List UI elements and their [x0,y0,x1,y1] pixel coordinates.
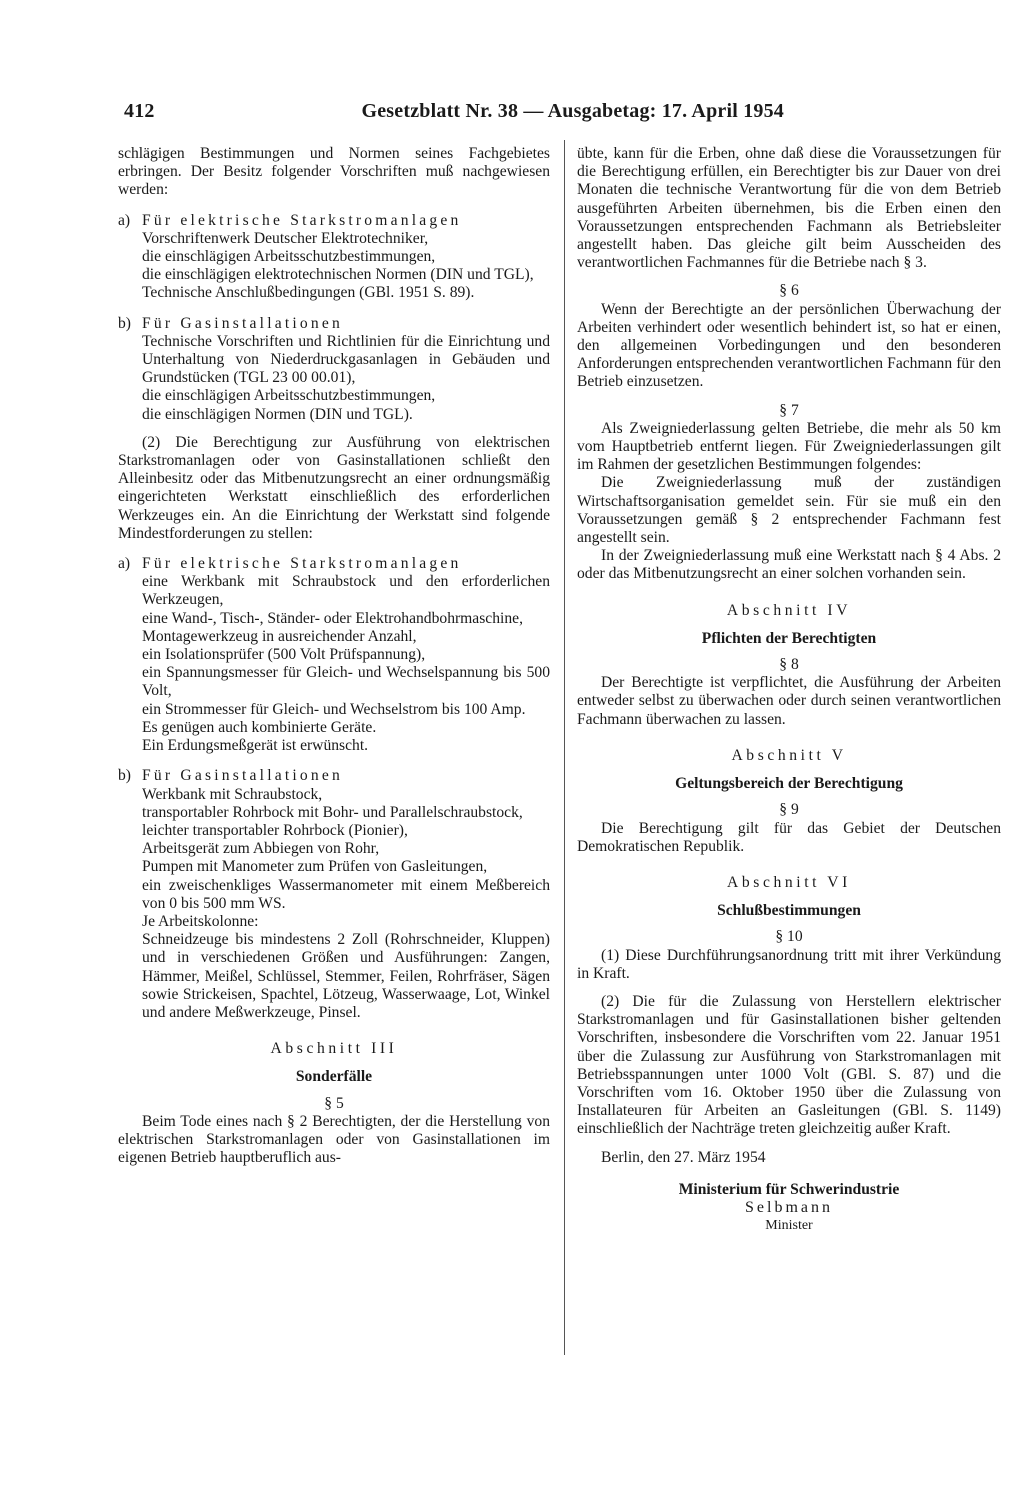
paragraph-9-text: Die Berechtigung gilt für das Gebiet der Deutschen Demokratischen Republik. [577,819,1001,855]
section-title: Sonderfälle [295,1068,373,1086]
list-heading: Für Gasinstallationen [142,314,344,332]
list-a1 [118,212,550,303]
list-item: eine Werkbank mit Schraubstock und den erforderlichen Werkzeugen, [142,573,550,609]
list-item: Technische Anschlußbedingungen (GBl. 1951 S. 89). [142,284,475,302]
paragraph-number: § 9 [779,801,799,819]
list-heading: Für elektrische Starkstromanlagen [142,555,462,573]
list-heading: Für Gasinstallationen [142,767,344,785]
list-item: die einschlägigen elektrotechnischen Normen (DIN und TGL), [142,266,534,284]
list-item: die einschlägigen Arbeitsschutzbestimmungen, [142,248,436,266]
list-item: Werkbank mit Schraubstock, [142,785,323,803]
paragraph-7-text-2: Die Zweigniederlassung muß der zuständigen Wirtschaftsorganisation gemeldet sein. Für sie muß ein den Voraussetzungen gemäß § 2 entsprechender Fachmann fest angestellt sein. [577,474,1001,547]
list-item: ein zweischenkliges Wassermanometer mit einem Meßbereich von 0 bis 500 mm WS. [142,876,550,912]
list-item: ein Strommesser für Gleich- und Wechselstrom bis 100 Amp. [142,700,526,718]
paragraph-5-text: Beim Tode eines nach § 2 Berechtigten, der die Herstellung von elektrischen Starkstromanlagen oder von Gasinstallationen im eigenen Betrieb hauptberuflich aus- [118,1112,550,1167]
list-item: ein Isolationsprüfer (500 Volt Prüfspannung), [142,646,426,664]
section-title: Schlußbestimmungen [717,902,861,920]
list-item: Vorschriftenwerk Deutscher Elektrotechniker, [142,229,429,247]
paragraph-number: § 5 [324,1094,344,1112]
page-header [124,100,784,128]
list-item: leichter transportabler Rohrbock (Pionier), [142,821,408,839]
list-item: Schneidzeuge bis mindestens 2 Zoll (Rohrschneider, Kluppen) und in verschiedenen Größen und Ausführungen: Zangen, Hämmer, Meißel, Schlüssel, Stemmer, Feilen, Rohrfräser, Sägen sowie Strickeisen, Spachtel, Lötzeug, Wasserwaage, Lot, Winkel und andere Meßwerkzeuge, Pinsel. [142,931,550,1021]
paragraph-10-text-1: (1) Diese Durchführungsanordnung tritt mit ihrer Verkündung in Kraft. [577,946,1001,982]
list-item: Montagewerkzeug in ausreichender Anzahl, [142,627,417,645]
paragraph-number: § 6 [779,282,799,300]
list-item: Je Arbeitskolonne: [142,912,259,930]
list-item: ein Spannungsmesser für Gleich- und Wechselspannung bis 500 Volt, [142,664,550,700]
list-item: Pumpen mit Manometer zum Prüfen von Gasleitungen, [142,858,488,876]
paragraph-7-text-3: In der Zweigniederlassung muß eine Werkstatt nach § 4 Abs. 2 oder das Mitbenutzungsrecht an einer solchen vorhanden sein. [577,547,1001,583]
section-heading: Abschnitt IV [726,601,852,619]
paragraph-number: § 7 [779,401,799,419]
left-column [118,145,550,1167]
list-item: Technische Vorschriften und Richtlinien für die Einrichtung und Unterhaltung von Niederdruckgasanlagen in Gebäuden und Grundstücken (TGL 23 00 00.01), [142,332,550,387]
paragraph-number: § 10 [775,928,803,946]
paragraph-8-text: Der Berechtigte ist verpflichtet, die Ausführung der Arbeiten entweder selbst zu überwachen oder durch seinen verantwortlichen Fachmann überwachen zu lassen. [577,674,1001,728]
section-heading: Abschnitt III [270,1040,398,1058]
paragraph-2: (2) Die Berechtigung zur Ausführung von elektrischen Starkstromanlagen oder von Gasinstallationen schließt den Alleinbesitz oder das Mitbenutzungsrecht an einer ordnungsmäßig eingerichteten Werkstatt einschließlich des erforderlichen Werkzeuges ein. An die Einrichtung der Werkstatt sind folgende Mindestforderungen zu stellen: [118,433,550,542]
list-item: die einschlägigen Normen (DIN und TGL). [142,405,413,423]
paragraph-10-text-2: (2) Die für die Zulassung von Herstellern elektrischer Starkstromanlagen und für Gasinstallationen bisher geltenden Vorschriften, insbesondere die Vorschriften vom 22. Januar 1951 über die Zulassung zur Ausführung von Starkstromanlagen mit Betriebsspannungen unter 1000 Volt (GBl. S. 87) und die Vorschriften vom 16. Oktober 1950 über die Zulassung von Installateuren für Arbeiten an Gasleitungen (GBl. S. 1149) einschließlich der Nachträge treten gleichzeitig außer Kraft. [577,992,1001,1138]
list-b1 [118,315,550,424]
signer-name: Selbmann [745,1198,833,1216]
ministry-name: Ministerium für Schwerindustrie [678,1180,900,1198]
list-a2 [118,555,550,755]
list-marker: b) [118,767,131,785]
list-item: transportabler Rohrbock mit Bohr- und Parallelschraubstock, [142,803,523,821]
list-item: die einschlägigen Arbeitsschutzbestimmungen, [142,387,436,405]
paragraph-7-text-1: Als Zweigniederlassung gelten Betriebe, die mehr als 50 km vom Hauptbetrieb entfernt liegen. Für Zweigniederlassungen gilt im Rahmen der gesetzlichen Bestimmungen folgendes: [577,419,1001,474]
section-heading: Abschnitt V [731,746,847,764]
list-marker: a) [118,555,131,573]
list-item: Es genügen auch kombinierte Geräte. [142,718,377,736]
paragraph-6-text: Wenn der Berechtigte an der persönlichen Überwachung der Arbeiten verhindert oder wesentlich behindert ist, so hat er einen, den allgemeinen Vorbedingungen und den besonderen Anforderungen entsprechenden verantwortlichen Fachmann für den Betrieb einzusetzen. [577,300,1001,391]
column-divider [564,140,565,1355]
signer-title: Minister [765,1218,813,1234]
section-title: Pflichten der Berechtigten [701,629,877,647]
list-b2 [118,767,550,1022]
intro-paragraph: schlägigen Bestimmungen und Normen seines Fachgebietes erbringen. Der Besitz folgender Vorschriften muß nachgewiesen werden: [118,145,550,199]
paragraph-number: § 8 [779,656,799,674]
list-item: eine Wand-, Tisch-, Ständer- oder Elektrohandbohrmaschine, [142,609,523,627]
list-heading: Für elektrische Starkstromanlagen [142,211,462,229]
section-heading: Abschnitt VI [727,873,851,891]
list-marker: b) [118,314,131,332]
place-date: Berlin, den 27. März 1954 [601,1148,766,1166]
page-number: 412 [124,100,155,122]
continuation-paragraph: übte, kann für die Erben, ohne daß diese die Voraussetzungen für die Berechtigung erfüllen, ein Berechtigter bis zur Dauer von drei Monaten die technische Verantwortung für die von dem Betrieb ausgeführten Arbeiten übernehmen, bis die Erben einen den Voraussetzungen entsprechenden Fachmann als Betriebsleiter angestellt haben. Das gleiche gilt beim Ausscheiden des verantwortlichen Fachmannes für die Betriebe nach § 3. [577,145,1001,272]
list-marker: a) [118,211,131,229]
right-column [577,145,1001,1235]
list-item: Arbeitsgerät zum Abbiegen von Rohr, [142,840,380,858]
list-item: Ein Erdungsmeßgerät ist erwünscht. [142,737,369,755]
header-title: Gesetzblatt Nr. 38 — Ausgabetag: 17. April 1954 [361,100,784,122]
section-title: Geltungsbereich der Berechtigung [675,775,903,793]
